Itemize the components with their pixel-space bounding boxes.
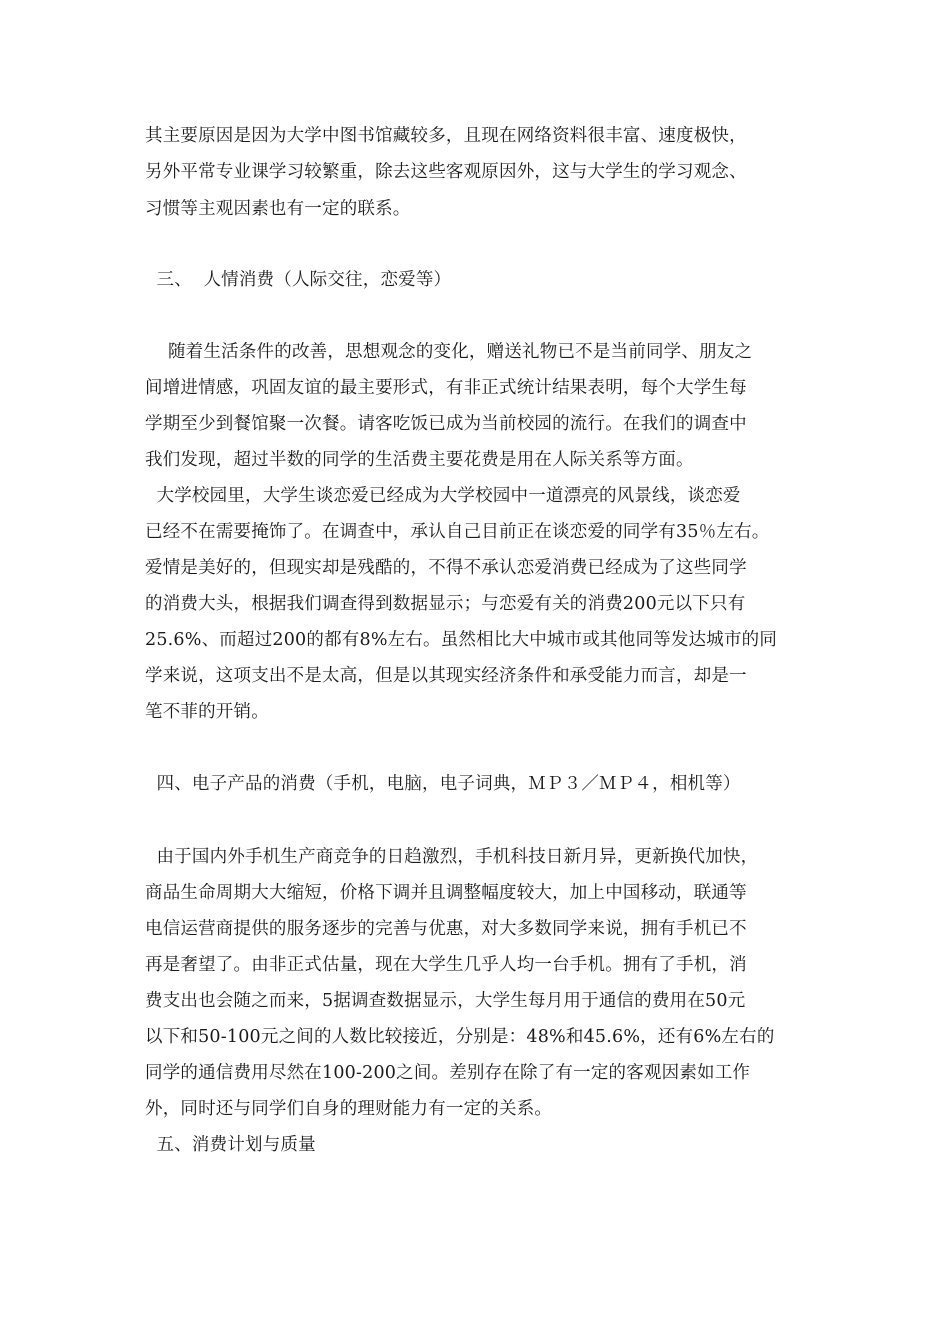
paragraph-line: 间增进情感，巩固友谊的最主要形式，有非正式统计结果表明，每个大学生每 — [145, 378, 747, 398]
paragraph-line: 随着生活条件的改善，思想观念的变化，赠送礼物已不是当前同学、朋友之 — [145, 342, 753, 362]
paragraph-line: 同学的通信费用尽然在100-200之间。差别存在除了有一定的客观因素如工作 — [145, 1063, 751, 1083]
paragraph-line: 由于国内外手机生产商竞争的日趋激烈，手机科技日新月异，更新换代加快， — [145, 847, 759, 867]
paragraph-line: 商品生命周期大大缩短，价格下调并且调整幅度较大，加上中国移动，联通等 — [145, 883, 747, 903]
paragraph-line: 另外平常专业课学习较繁重，除去这些客观原因外，这与大学生的学习观念、 — [145, 162, 747, 182]
paragraph-line: 学期至少到餐馆聚一次餐。请客吃饭已成为当前校园的流行。在我们的调查中 — [145, 414, 747, 434]
paragraph-line: 我们发现，超过半数的同学的生活费主要花费是用在人际关系等方面。 — [145, 450, 694, 470]
paragraph-line: 再是奢望了。由非正式估量，现在大学生几乎人均一台手机。拥有了手机，消 — [145, 955, 747, 975]
paragraph-line: 外，同时还与同学们自身的理财能力有一定的关系。 — [145, 1099, 553, 1119]
section-heading: 四、电子产品的消费（手机，电脑，电子词典，ＭＰ３／ＭＰ４，相机等） — [145, 774, 741, 794]
paragraph-line: 已经不在需要掩饰了。在调查中，承认自己目前正在谈恋爱的同学有35％左右。 — [145, 522, 770, 542]
paragraph-line: 费支出也会随之而来，5据调查数据显示，大学生每月用于通信的费用在50元 — [145, 991, 746, 1011]
paragraph-line: 电信运营商提供的服务逐步的完善与优惠，对大多数同学来说，拥有手机已不 — [145, 919, 747, 939]
paragraph-line: 爱情是美好的，但现实却是残酷的，不得不承认恋爱消费已经成为了这些同学 — [145, 558, 747, 578]
paragraph-line: 习惯等主观因素也有一定的联系。 — [145, 199, 411, 219]
paragraph-line: 笔不菲的开销。 — [145, 702, 269, 722]
section-heading: 五、消费计划与质量 — [145, 1135, 316, 1155]
paragraph-line: 的消费大头，根据我们调查得到数据显示；与恋爱有关的消费200元以下只有 — [145, 594, 746, 614]
paragraph-line: 其主要原因是因为大学中图书馆藏较多，且现在网络资料很丰富、速度极快， — [145, 126, 747, 146]
paragraph-line: 大学校园里，大学生谈恋爱已经成为大学校园中一道漂亮的风景线，谈恋爱 — [145, 486, 741, 506]
paragraph-line: 学来说，这项支出不是太高，但是以其现实经济条件和承受能力而言，却是一 — [145, 666, 747, 686]
paragraph-line: 以下和50-100元之间的人数比较接近，分别是：48%和45.6%，还有6%左右的 — [145, 1027, 775, 1047]
paragraph-line: 25.6%、而超过200的都有8%左右。虽然相比大中城市或其他同等发达城市的同 — [145, 630, 778, 650]
section-heading: 三、 人情消费（人际交往，恋爱等） — [145, 270, 452, 290]
